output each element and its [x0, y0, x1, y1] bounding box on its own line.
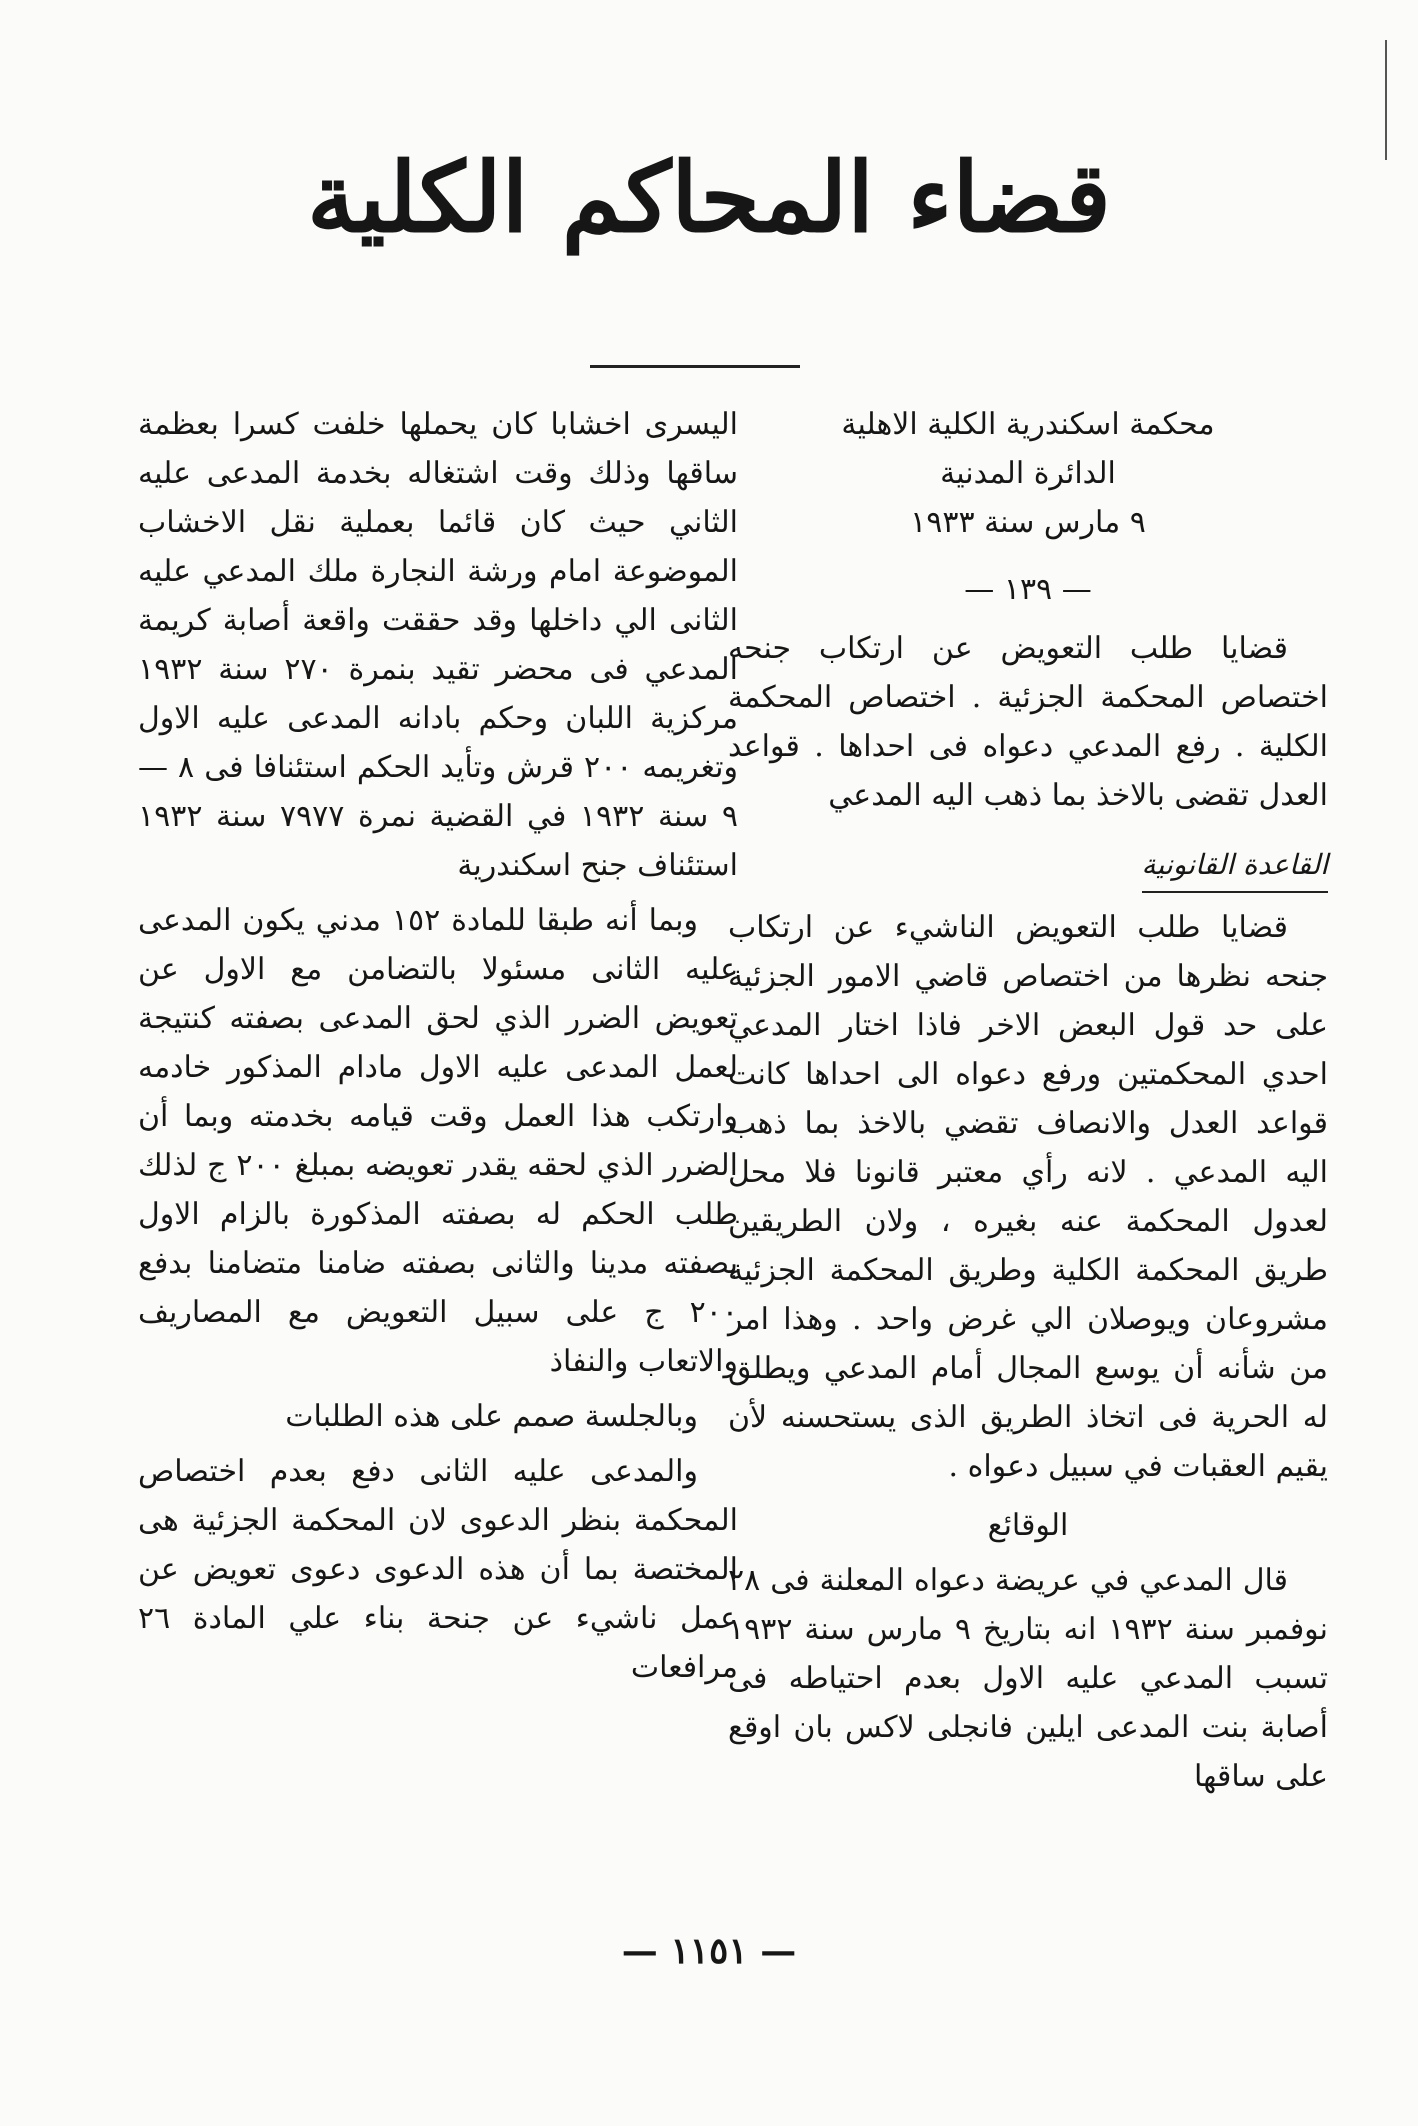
- paragraph-3: وبالجلسة صمم على هذه الطلبات: [285, 1399, 698, 1434]
- paragraph-4: والمدعى عليه الثانى دفع بعدم اختصاص المحكمة بنظر الدعوى لان المحكمة الجزئية هى المختصة بما أن هذه الدعوى دعوى تعويض عن عمل ناشيء عن جنحة بناء علي المادة ٢٦ مرافعات: [138, 1454, 738, 1685]
- legal-rule-heading: القاعدة القانونية: [1142, 840, 1329, 893]
- page-title: قضاء المحاكم الكلية: [307, 141, 1111, 254]
- case-number: — ١٣٩ —: [964, 572, 1092, 607]
- title-divider: [590, 365, 800, 368]
- court-name: محكمة اسكندرية الكلية الاهلية: [841, 407, 1215, 442]
- facts-text: قال المدعي في عريضة دعواه المعلنة فى ٢٨ نوفمبر سنة ١٩٣٢ انه بتاريخ ٩ مارس سنة ١٩٣٢ تسبب المدعي عليه الاول بعدم احتياطه فى أصابة بنت المدعى ايلين فانجلى لاكس بان اوقع على ساقها: [728, 1563, 1329, 1794]
- page-number: — ١١٥١ —: [621, 1930, 797, 1972]
- case-summary: قضايا طلب التعويض عن ارتكاب جنحه اختصاص المحكمة الجزئية . اختصاص المحكمة الكلية . رفع المدعي دعواه فى احداها . قواعد العدل تقضى بالاخذ بما ذهب اليه المدعي: [728, 631, 1328, 813]
- right-column: [728, 400, 1328, 1807]
- paragraph-1: اليسرى اخشابا كان يحملها خلفت كسرا بعظمة ساقها وذلك وقت اشتغاله بخدمة المدعى عليه الثاني حيث كان قائما بعملية نقل الاخشاب الموضوعة امام ورشة النجارة ملك المدعي عليه الثانى الي داخلها وقد حققت واقعة أصابة كريمة المدعي فى محضر تقيد بنمرة ٢٧٠ سنة ١٩٣٢ مركزية اللبان وحكم بادانه المدعى عليه الاول وتغريمه ٢٠٠ قرش وتأيد الحكم استئنافا فى ٨ — ٩ سنة ١٩٣٢ في القضية نمرة ٧٩٧٧ سنة ١٩٣٢ استئناف جنح اسكندرية: [138, 407, 738, 883]
- circuit-name: الدائرة المدنية: [940, 456, 1116, 491]
- legal-rule-text: قضايا طلب التعويض الناشيء عن ارتكاب جنحه نظرها من اختصاص قاضي الامور الجزئية على حد قول البعض الاخر فاذا اختار المدعي احدي المحكمتين ورفع دعواه الى احداها كانت قواعد العدل والانصاف تقضي بالاخذ بما ذهب اليه المدعي . لانه رأي معتبر قانونا فلا محل لعدول المحكمة عنه بغيره ، ولان الطريقين طريق المحكمة الكلية وطريق المحكمة الجزئية مشروعان ويوصلان الي غرض واحد . وهذا امر من شأنه أن يوسع المجال أمام المدعي ويطلق له الحرية فى اتخاذ الطريق الذى يستحسنه لأن يقيم العقبات في سبيل دعواه .: [728, 910, 1328, 1484]
- facts-heading: الوقائع: [987, 1508, 1069, 1543]
- left-column: [138, 400, 738, 1698]
- paragraph-2: وبما أنه طبقا للمادة ١٥٢ مدني يكون المدعى عليه الثانى مسئولا بالتضامن مع الاول عن تعويض الضرر الذي لحق المدعى بصفته كنتيجة لعمل المدعى عليه الاول مادام المذكور خادمه وارتكب هذا العمل وقت قيامه بخدمته وبما أن الضرر الذي لحقه يقدر تعويضه بمبلغ ٢٠٠ ج لذلك طلب الحكم له بصفته المذكورة بالزام الاول بصفته مدينا والثانى بصفته ضامنا متضامنا بدفع ٢٠٠ ج على سبيل التعويض مع المصاريف والاتعاب والنفاذ: [138, 903, 738, 1379]
- judgment-date: ٩ مارس سنة ١٩٣٣: [910, 505, 1146, 540]
